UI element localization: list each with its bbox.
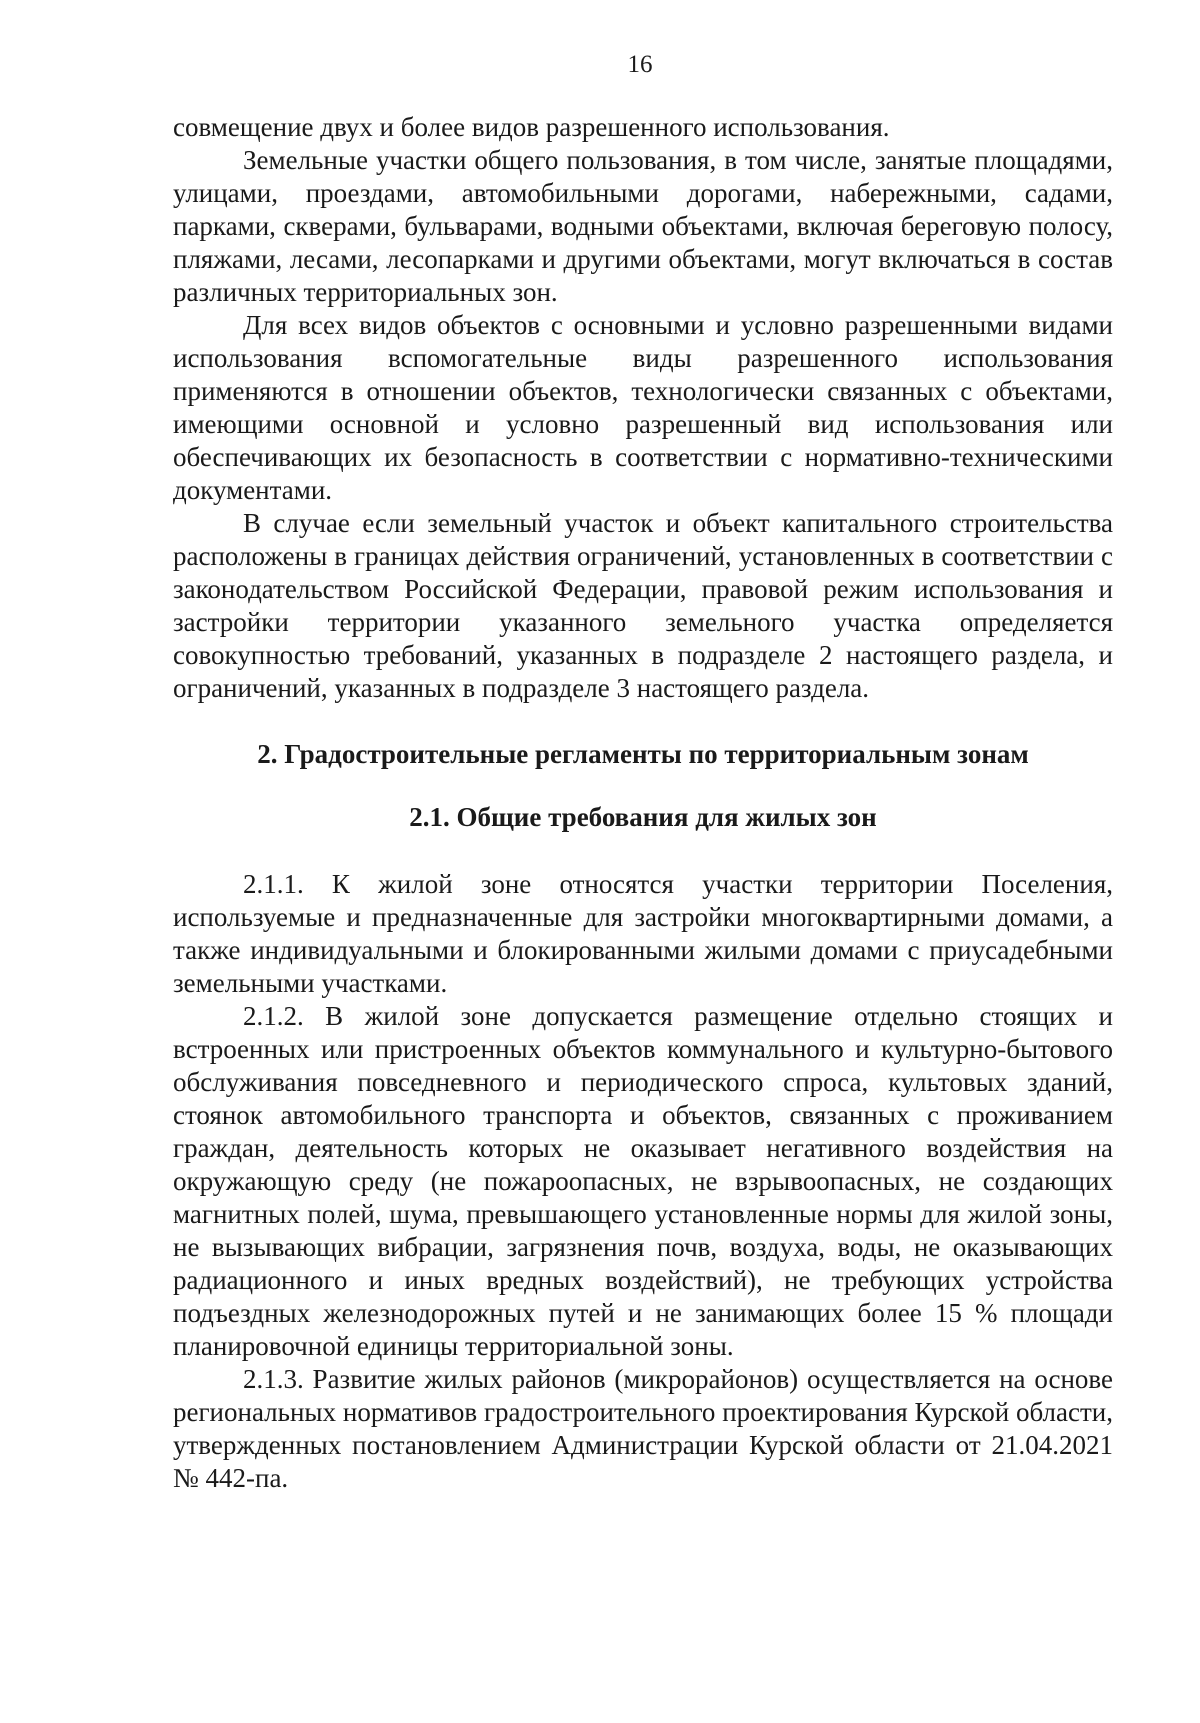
document-body [173,111,1113,1495]
section-heading: 2. Градостроительные регламенты по территориальным зонам [257,739,1029,769]
paragraph-2-1-1: 2.1.1. К жилой зоне относятся участки территории Поселения, используемые и предназначенные для застройки многоквартирными домами, а также индивидуальными и блокированными жилыми домами с приусадебными земельными участками. [173,869,1113,998]
paragraph-2-1-3: 2.1.3. Развитие жилых районов (микрорайонов) осуществляется на основе региональных нормативов градостроительного проектирования Курской области, утвержденных постановлением Администрации Курской области от 21.04.2021 № 442-па. [173,1364,1113,1493]
paragraph-auxiliary-use: Для всех видов объектов с основными и условно разрешенными видами использования вспомогательные виды разрешенного использования применяются в отношении объектов, технологически связанных с объектами, имеющими основной и условно разрешенный вид использования или обеспечивающих их безопасность в соответствии с нормативно-техническими документами. [173,310,1113,505]
paragraph-public-land: Земельные участки общего пользования, в том числе, занятые площадями, улицами, проездами, автомобильными дорогами, набережными, садами, парками, скверами, бульварами, водными объектами, включая береговую полосу, пляжами, лесами, лесопарками и другими объектами, могут включаться в состав различных территориальных зон. [173,145,1113,307]
paragraph-continuation: совмещение двух и более видов разрешенного использования. [173,112,890,142]
page-number: 16 [627,51,653,78]
paragraph-restrictions: В случае если земельный участок и объект капитального строительства расположены в границах действия ограничений, установленных в соответствии с законодательством Российской Федерации, правовой режим использования и застройки территории указанного земельного участка определяется совокупностью требований, указанных в подразделе 2 настоящего раздела, и ограничений, указанных в подразделе 3 настоящего раздела. [173,508,1113,703]
paragraph-2-1-2: 2.1.2. В жилой зоне допускается размещение отдельно стоящих и встроенных или пристроенных объектов коммунального и культурно-бытового обслуживания повседневного и периодического спроса, культовых зданий, стоянок автомобильного транспорта и объектов, связанных с проживанием граждан, деятельность которых не оказывает негативного воздействия на окружающую среду (не пожароопасных, не взрывоопасных, не создающих магнитных полей, шума, превышающего установленные нормы для жилой зоны, не вызывающих вибрации, загрязнения почв, воздуха, воды, не оказывающих радиационного и иных вредных воздействий), не требующих устройства подъездных железнодорожных путей и не занимающих более 15 % площади планировочной единицы территориальной зоны. [173,1001,1113,1361]
subsection-heading: 2.1. Общие требования для жилых зон [409,802,877,832]
